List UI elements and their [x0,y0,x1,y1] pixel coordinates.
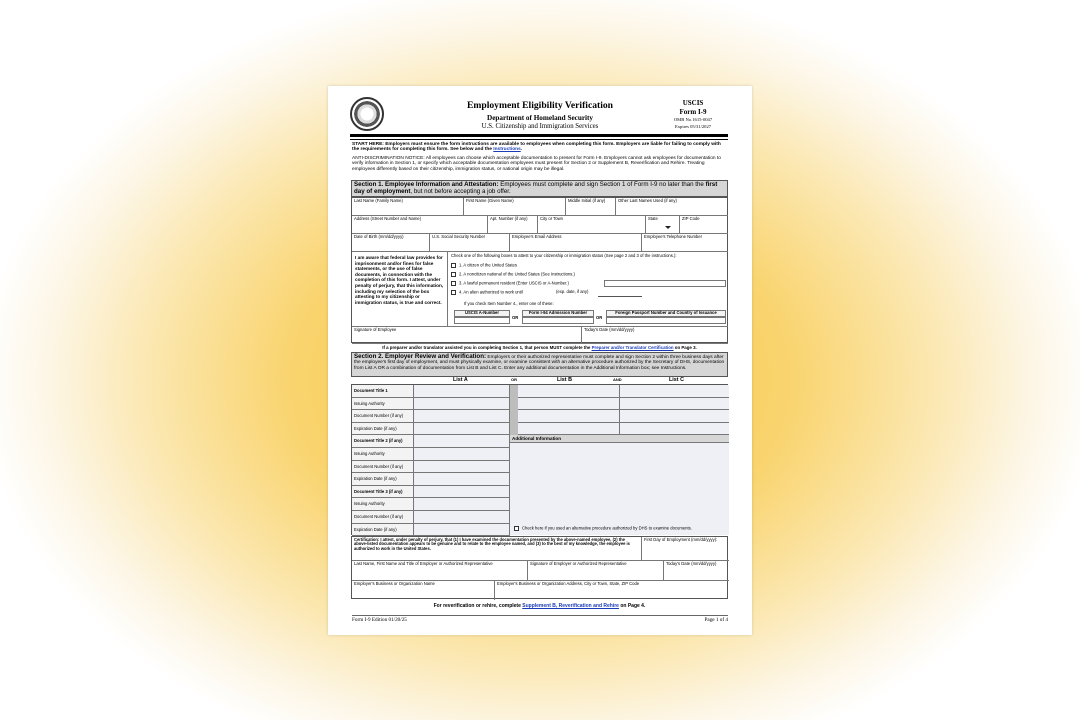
alt-procedure-option[interactable]: Check here if you used an alternative procedure authorized by DHS to examine documents. [514,526,692,531]
or-label: OR [596,315,603,320]
lists-header [351,377,728,384]
i94-number-label: Form I-94 Admission Number [522,310,594,317]
form-title: Employment Eligibility Verification [466,100,614,111]
list-b-label: List B [557,377,572,383]
attestation-warning: I am aware that federal law provides for imprisonment and/or fines for false statements, or the use of false documents, in connection with the completion of this form. I attest, under penalty of perjury, that this information, including my selection of the box attesting to my citizenship or immigration status, is true and correct. [352,252,448,327]
doc3-number-input[interactable] [414,511,510,524]
form-i9-page [328,86,752,635]
state-select[interactable]: State [646,216,680,234]
start-here-notice: START HERE: Employers must ensure the form instructions are available to employees when completing this form. Employers are liable for failing to comply with the requirements for completing this form. See below and the Instructions. [352,142,721,153]
doc2-issuer-input[interactable] [414,448,510,461]
list-c-title-input[interactable] [620,385,729,398]
option-permanent-resident[interactable]: 3. A lawful permanent resident (Enter USCIS or A-Number.) [451,281,569,286]
first-day-field[interactable]: First Day of Employment (mm/dd/yyyy): [642,537,729,561]
form-id: Form I-9 [679,108,707,116]
list-c-number-input[interactable] [620,410,729,423]
doc2-issuer-label: Issuing Authority [352,448,414,461]
dob-field[interactable]: Date of Birth (mm/dd/yyyy) [352,234,430,252]
list-b-title-input[interactable] [518,385,620,398]
list-b-issuer-input[interactable] [518,398,620,411]
employer-date-field[interactable]: Today's Date (mm/dd/yyyy) [664,561,729,581]
doc2-expiration-input[interactable] [414,473,510,486]
section1-fields [351,197,728,343]
status-attestation-box [448,252,728,327]
header-divider-thin [350,139,728,140]
zip-code-field[interactable]: ZIP Code [680,216,728,234]
instructions-link[interactable]: Instructions [493,147,521,153]
edition-label: Form I-9 Edition 01/20/25 [352,617,407,623]
doc3-title-label: Document Title 3 (if any) [352,486,414,499]
doc2-title-input[interactable] [414,435,510,448]
employee-date-field[interactable]: Today's Date (mm/dd/yyyy) [582,327,728,344]
header-divider [350,134,728,137]
doc1-title-label: Document Title 1 [352,385,414,398]
anti-discrimination-notice: ANTI-DISCRIMINATION NOTICE: All employees can choose which acceptable documentation to present for Form I-9. Employers cannot ask employees for documentation to verify information in Section 1, or specify which acceptable documentation employees must present for Section 2 or Supplement B, Reverification and Rehire. Treating employees differently based on their citizenship, immigration status, or national origin may be illegal. [352,156,721,172]
other-last-names-field[interactable]: Other Last Names Used (if any) [616,198,728,216]
checkbox[interactable] [451,272,456,277]
list-a-doc1-issuer-input[interactable] [414,398,510,411]
doc1-number-label: Document Number (if any) [352,410,414,423]
doc2-number-label: Document Number (if any) [352,461,414,474]
employer-certification [351,536,728,599]
apt-number-field[interactable]: Apt. Number (if any) [488,216,538,234]
footer-divider [352,615,728,616]
phone-field[interactable]: Employee's Telephone Number [642,234,728,252]
department-name: Department of Homeland Security [487,114,593,122]
option-noncitizen-national[interactable]: 2. A noncitizen national of the United States (See Instructions.) [451,272,575,277]
list-c-issuer-input[interactable] [620,398,729,411]
checkbox[interactable] [451,281,456,286]
supplement-b-link[interactable]: Supplement B, Reverification and Rehire [522,603,619,609]
or-label: OR [511,377,517,382]
ssn-field[interactable]: U.S. Social Security Number [430,234,510,252]
item4-note: If you check Item Number 4., enter one of these: [464,301,554,306]
address-field[interactable]: Address (Street Number and Name) [352,216,488,234]
employer-signature-field[interactable]: Signature of Employer or Authorized Representative [528,561,664,581]
exp-date-label: (exp. date, if any) [556,289,589,294]
foreign-passport-input[interactable] [606,317,726,324]
additional-info-textarea[interactable] [510,443,729,535]
expiration: Expires 05/31/2027 [674,124,712,129]
list-a-doc1-title-input[interactable] [414,385,510,398]
list-c-expiration-input[interactable] [620,423,729,436]
i94-number-input[interactable] [522,317,594,324]
section1-heading: Section 1. Employee Information and Attestation: Employees must complete and sign Section 1 of Form I-9 no later than the first day of employment, but not before accepting a job offer. [351,180,728,197]
additional-info-label: Additional Information [510,435,729,443]
checkbox[interactable] [514,526,519,531]
doc3-issuer-input[interactable] [414,498,510,511]
doc3-expiration-label: Expiration Date (if any) [352,524,414,537]
doc3-issuer-label: Issuing Authority [352,498,414,511]
foreign-passport-label: Foreign Passport Number and Country of Issuance [606,310,726,317]
first-name-field[interactable]: First Name (Given Name) [464,198,566,216]
a-number-input[interactable] [604,280,726,287]
doc2-number-input[interactable] [414,461,510,474]
and-label: AND [613,377,622,382]
chevron-down-icon [665,226,671,229]
agency-short: USCIS [682,99,704,107]
employer-name-field[interactable]: Last Name, First Name and Title of Employer or Authorized Representative [352,561,528,581]
list-b-expiration-input[interactable] [518,423,620,436]
list-a-label: List A [453,377,468,383]
section2-heading: Section 2. Employer Review and Verification: Employers or their authorized representative must complete and sign Section 2 within three business days after the employee's first day of employment, and must physically examine, or examine consistent with an alternative procedure authorized by the Secretary of DHS, documentation from List A OR a combination of documentation from List B and List C. Enter any additional documentation in the Additional Information box; see Instructions. [351,352,728,377]
doc1-issuer-label: Issuing Authority [352,398,414,411]
list-b-number-input[interactable] [518,410,620,423]
city-field[interactable]: City or Town [538,216,646,234]
doc3-number-label: Document Number (if any) [352,511,414,524]
email-field[interactable]: Employee's Email Address [510,234,642,252]
doc1-expiration-label: Expiration Date (if any) [352,423,414,436]
or-label: OR [512,315,519,320]
checkbox[interactable] [451,290,456,295]
doc2-expiration-label: Expiration Date (if any) [352,473,414,486]
doc3-expiration-input[interactable] [414,524,510,537]
page-number: Page 1 of 4 [704,617,728,623]
uscis-a-number-label: USCIS A-Number [454,310,510,317]
option-alien-authorized[interactable]: 4. An alien authorized to work until [451,290,523,295]
certification-text: Certification: I attest, under penalty of perjury, that (1) I have examined the documentation presented by the above-named employee, (2) the above-listed documentation appears to be genuine and to relate to the employee named, and (3) to the best of my knowledge, the employee is authorized to work in the United States. [352,537,642,561]
list-separator [510,385,518,435]
employee-signature-field[interactable]: Signature of Employee [352,327,582,344]
option-citizen[interactable]: 1. A citizen of the United States [451,263,517,268]
omb-number: OMB No.1615-0047 [673,117,713,122]
list-a-doc1-number-input[interactable] [414,410,510,423]
document-grid [351,384,728,535]
business-address-field[interactable]: Employer's Business or Organization Address, City or Town, State, ZIP Code [497,581,640,586]
agency-name: U.S. Citizenship and Immigration Services [481,123,599,130]
doc3-title-input[interactable] [414,486,510,499]
middle-initial-field[interactable]: Middle Initial (if any) [566,198,616,216]
check-instruction: Check one of the following boxes to attest to your citizenship or immigration status (See page 2 and 3 of the instructions.): [451,253,677,258]
list-c-label: List C [669,377,684,383]
checkbox[interactable] [451,263,456,268]
last-name-field[interactable]: Last Name (Family Name) [352,198,464,216]
uscis-a-number-input[interactable] [454,317,510,324]
doc2-title-label: Document Title 2 (if any) [352,435,414,448]
rehire-note: For reverification or rehire, complete Supplement B, Reverification and Rehire on Page 4. [433,603,646,609]
list-a-doc1-expiration-input[interactable] [414,423,510,436]
preparer-certification-link[interactable]: Preparer and/or Translator Certification [591,345,674,350]
business-name-field[interactable]: Employer's Business or Organization Name [352,581,495,600]
preparer-note: If a preparer and/or translator assisted you in completing Section 1, that person MUST complete the Preparer and/or Translator Certification on Page 3. [382,345,697,350]
exp-date-input[interactable] [598,296,642,297]
